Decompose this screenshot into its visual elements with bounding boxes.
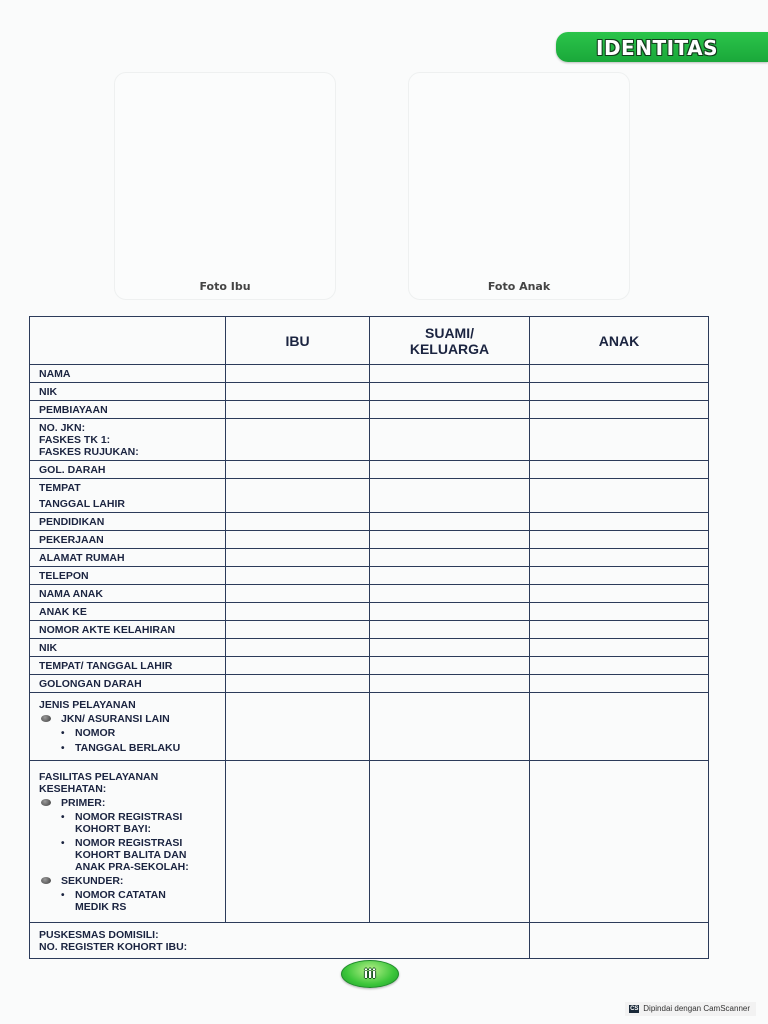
- cell-suami-alamat[interactable]: [370, 549, 530, 567]
- table-row: [30, 675, 709, 693]
- cell-suami-ttl[interactable]: [370, 479, 530, 513]
- header-blank: [30, 317, 226, 365]
- list-item: [39, 811, 225, 835]
- dot-icon: •: [61, 742, 65, 754]
- dot-icon: •: [61, 727, 65, 739]
- table-row: [30, 657, 709, 675]
- page-number: iii: [363, 967, 377, 981]
- list-item-line: NOMOR CATATAN: [75, 888, 166, 901]
- cell-ibu-ttl-anak[interactable]: [226, 657, 370, 675]
- cell-suami-jenis-pelayanan[interactable]: [370, 693, 530, 761]
- cell-suami-gol-darah[interactable]: [370, 461, 530, 479]
- cell-suami-akte[interactable]: [370, 621, 530, 639]
- list-item-text: PRIMER:: [61, 796, 106, 809]
- row-label-jkn-line2: FASKES TK 1:: [39, 433, 111, 446]
- cell-ibu-ttl[interactable]: [226, 479, 370, 513]
- identity-table: [29, 316, 709, 959]
- row-label-pekerjaan: PEKERJAAN: [30, 531, 226, 549]
- list-item: [39, 875, 225, 887]
- row-label-fasilitas-line2: KESEHATAN:: [39, 782, 107, 795]
- bullet-icon: [41, 877, 51, 884]
- cell-suami-fasilitas[interactable]: [370, 761, 530, 923]
- table-row: [30, 549, 709, 567]
- section-title: IDENTITAS: [596, 36, 718, 60]
- list-item: [39, 837, 225, 873]
- list-item-line: ANAK PRA-SEKOLAH:: [75, 860, 189, 873]
- cell-anak-alamat[interactable]: [530, 549, 709, 567]
- list-item: [39, 727, 225, 740]
- list-item-text: SEKUNDER:: [61, 874, 124, 887]
- cell-anak-pembiayaan[interactable]: [530, 401, 709, 419]
- list-item-text: JKN/ ASURANSI LAIN: [61, 712, 170, 725]
- cell-ibu-gol-darah[interactable]: [226, 461, 370, 479]
- cell-anak-fasilitas[interactable]: [530, 761, 709, 923]
- bullet-icon: [41, 715, 51, 722]
- list-item-line: NOMOR REGISTRASI: [75, 810, 183, 823]
- table-row: [30, 621, 709, 639]
- table-row: [30, 603, 709, 621]
- row-label-puskesmas: [30, 923, 530, 959]
- cell-ibu-fasilitas[interactable]: [226, 761, 370, 923]
- row-label-puskesmas-line2: NO. REGISTER KOHORT IBU:: [39, 940, 188, 953]
- cell-suami-nik-anak[interactable]: [370, 639, 530, 657]
- cell-suami-jkn[interactable]: [370, 419, 530, 461]
- cell-anak-telepon[interactable]: [530, 567, 709, 585]
- list-item: [39, 713, 225, 725]
- cell-anak-nama-anak[interactable]: [530, 585, 709, 603]
- row-label-pembiayaan: PEMBIAYAAN: [30, 401, 226, 419]
- row-label-anak-ke: ANAK KE: [30, 603, 226, 621]
- cell-ibu-pekerjaan[interactable]: [226, 531, 370, 549]
- row-label-jenis-pelayanan-title: JENIS PELAYANAN: [39, 698, 136, 711]
- row-label-tempat: TEMPAT: [39, 481, 81, 494]
- table-row: [30, 585, 709, 603]
- row-label-tanggal-lahir: TANGGAL LAHIR: [39, 497, 125, 510]
- row-label-gol-darah: GOL. DARAH: [30, 461, 226, 479]
- row-label-golongan-darah: GOLONGAN DARAH: [30, 675, 226, 693]
- cell-anak-anak-ke[interactable]: [530, 603, 709, 621]
- header-ibu: IBU: [226, 317, 370, 365]
- cell-suami-telepon[interactable]: [370, 567, 530, 585]
- table-row: [30, 365, 709, 383]
- header-suami-keluarga: [370, 317, 530, 365]
- table-row: [30, 401, 709, 419]
- cell-anak-nama[interactable]: [530, 365, 709, 383]
- cell-anak-ttl-anak[interactable]: [530, 657, 709, 675]
- photo-box-anak[interactable]: [408, 72, 630, 300]
- cell-anak-nik-anak[interactable]: [530, 639, 709, 657]
- dot-icon: •: [61, 837, 65, 849]
- list-item-text: [75, 811, 182, 835]
- cell-anak-akte[interactable]: [530, 621, 709, 639]
- cell-anak-golongan-darah[interactable]: [530, 675, 709, 693]
- row-label-jkn: [30, 419, 226, 461]
- cell-ibu-alamat[interactable]: [226, 549, 370, 567]
- bullet-icon: [41, 799, 51, 806]
- list-item-text: NOMOR: [75, 726, 116, 739]
- cell-ibu-pembiayaan[interactable]: [226, 401, 370, 419]
- photo-box-ibu[interactable]: [114, 72, 336, 300]
- header-anak: ANAK: [530, 317, 709, 365]
- table-row: [30, 383, 709, 401]
- header-suami-line1: SUAMI/: [425, 324, 474, 341]
- dot-icon: •: [61, 889, 65, 901]
- list-item: [39, 742, 225, 755]
- row-label-alamat: ALAMAT RUMAH: [30, 549, 226, 567]
- table-row: [30, 923, 709, 959]
- dot-icon: •: [61, 811, 65, 823]
- table-row: [30, 531, 709, 549]
- table-row: [30, 461, 709, 479]
- cell-anak-nik[interactable]: [530, 383, 709, 401]
- row-label-akte: NOMOR AKTE KELAHIRAN: [30, 621, 226, 639]
- table-header-row: [30, 317, 709, 365]
- cell-ibu-nama-anak[interactable]: [226, 585, 370, 603]
- table-row: [30, 513, 709, 531]
- row-label-jkn-line3: FASKES RUJUKAN:: [39, 445, 139, 458]
- row-label-puskesmas-line1: PUSKESMAS DOMISILI:: [39, 928, 159, 941]
- row-label-fasilitas-line1: FASILITAS PELAYANAN: [39, 770, 159, 783]
- row-label-nik: NIK: [30, 383, 226, 401]
- row-label-nik-anak: NIK: [30, 639, 226, 657]
- cell-ibu-jenis-pelayanan[interactable]: [226, 693, 370, 761]
- table-row: [30, 693, 709, 761]
- cell-suami-nama[interactable]: [370, 365, 530, 383]
- cell-ibu-akte[interactable]: [226, 621, 370, 639]
- row-label-pendidikan: PENDIDIKAN: [30, 513, 226, 531]
- page-number-badge: [341, 960, 399, 988]
- cell-anak-jenis-pelayanan[interactable]: [530, 693, 709, 761]
- cell-suami-nama-anak[interactable]: [370, 585, 530, 603]
- list-item-text: [75, 837, 189, 873]
- cell-ibu-telepon[interactable]: [226, 567, 370, 585]
- photo-caption-anak: Foto Anak: [487, 280, 551, 293]
- scanner-watermark: [625, 1002, 756, 1016]
- row-label-ttl-anak: TEMPAT/ TANGGAL LAHIR: [30, 657, 226, 675]
- table-row: [30, 419, 709, 461]
- cell-ibu-golongan-darah[interactable]: [226, 675, 370, 693]
- table-row: [30, 639, 709, 657]
- list-item-line: MEDIK RS: [75, 900, 127, 913]
- row-label-jkn-line1: NO. JKN:: [39, 421, 86, 434]
- cell-anak-gol-darah[interactable]: [530, 461, 709, 479]
- list-item-line: KOHORT BALITA DAN: [75, 848, 187, 861]
- row-label-telepon: TELEPON: [30, 567, 226, 585]
- cell-anak-ttl[interactable]: [530, 479, 709, 513]
- row-label-jenis-pelayanan: [30, 693, 226, 761]
- cell-ibu-jkn[interactable]: [226, 419, 370, 461]
- cell-suami-anak-ke[interactable]: [370, 603, 530, 621]
- cell-ibu-nik[interactable]: [226, 383, 370, 401]
- cell-suami-pembiayaan[interactable]: [370, 401, 530, 419]
- cell-suami-pendidikan[interactable]: [370, 513, 530, 531]
- cell-ibu-anak-ke[interactable]: [226, 603, 370, 621]
- cell-ibu-nama[interactable]: [226, 365, 370, 383]
- row-label-fasilitas: [30, 761, 226, 923]
- cell-ibu-pendidikan[interactable]: [226, 513, 370, 531]
- list-item-text: [75, 889, 166, 913]
- cell-puskesmas-value[interactable]: [530, 923, 709, 959]
- list-item-line: NOMOR REGISTRASI: [75, 836, 183, 849]
- camscanner-icon: CS: [630, 1005, 639, 1012]
- row-label-tempat-tanggal-lahir: [30, 479, 226, 513]
- cell-suami-ttl-anak[interactable]: [370, 657, 530, 675]
- list-item-text: TANGGAL BERLAKU: [75, 741, 181, 754]
- section-tab: [556, 32, 768, 62]
- list-item: [39, 797, 225, 809]
- header-suami-line2: KELUARGA: [409, 340, 490, 357]
- cell-suami-pekerjaan[interactable]: [370, 531, 530, 549]
- table-row: [30, 479, 709, 513]
- list-item: [39, 889, 225, 913]
- cell-ibu-nik-anak[interactable]: [226, 639, 370, 657]
- list-item-line: KOHORT BAYI:: [75, 822, 152, 835]
- cell-anak-pekerjaan[interactable]: [530, 531, 709, 549]
- cell-anak-jkn[interactable]: [530, 419, 709, 461]
- photo-caption-ibu: Foto Ibu: [199, 280, 251, 293]
- row-label-nama: NAMA: [30, 365, 226, 383]
- row-label-nama-anak: NAMA ANAK: [30, 585, 226, 603]
- scanner-text: Dipindai dengan CamScanner: [643, 1004, 750, 1013]
- table-row: [30, 567, 709, 585]
- cell-anak-pendidikan[interactable]: [530, 513, 709, 531]
- cell-suami-golongan-darah[interactable]: [370, 675, 530, 693]
- table-row: [30, 761, 709, 923]
- cell-suami-nik[interactable]: [370, 383, 530, 401]
